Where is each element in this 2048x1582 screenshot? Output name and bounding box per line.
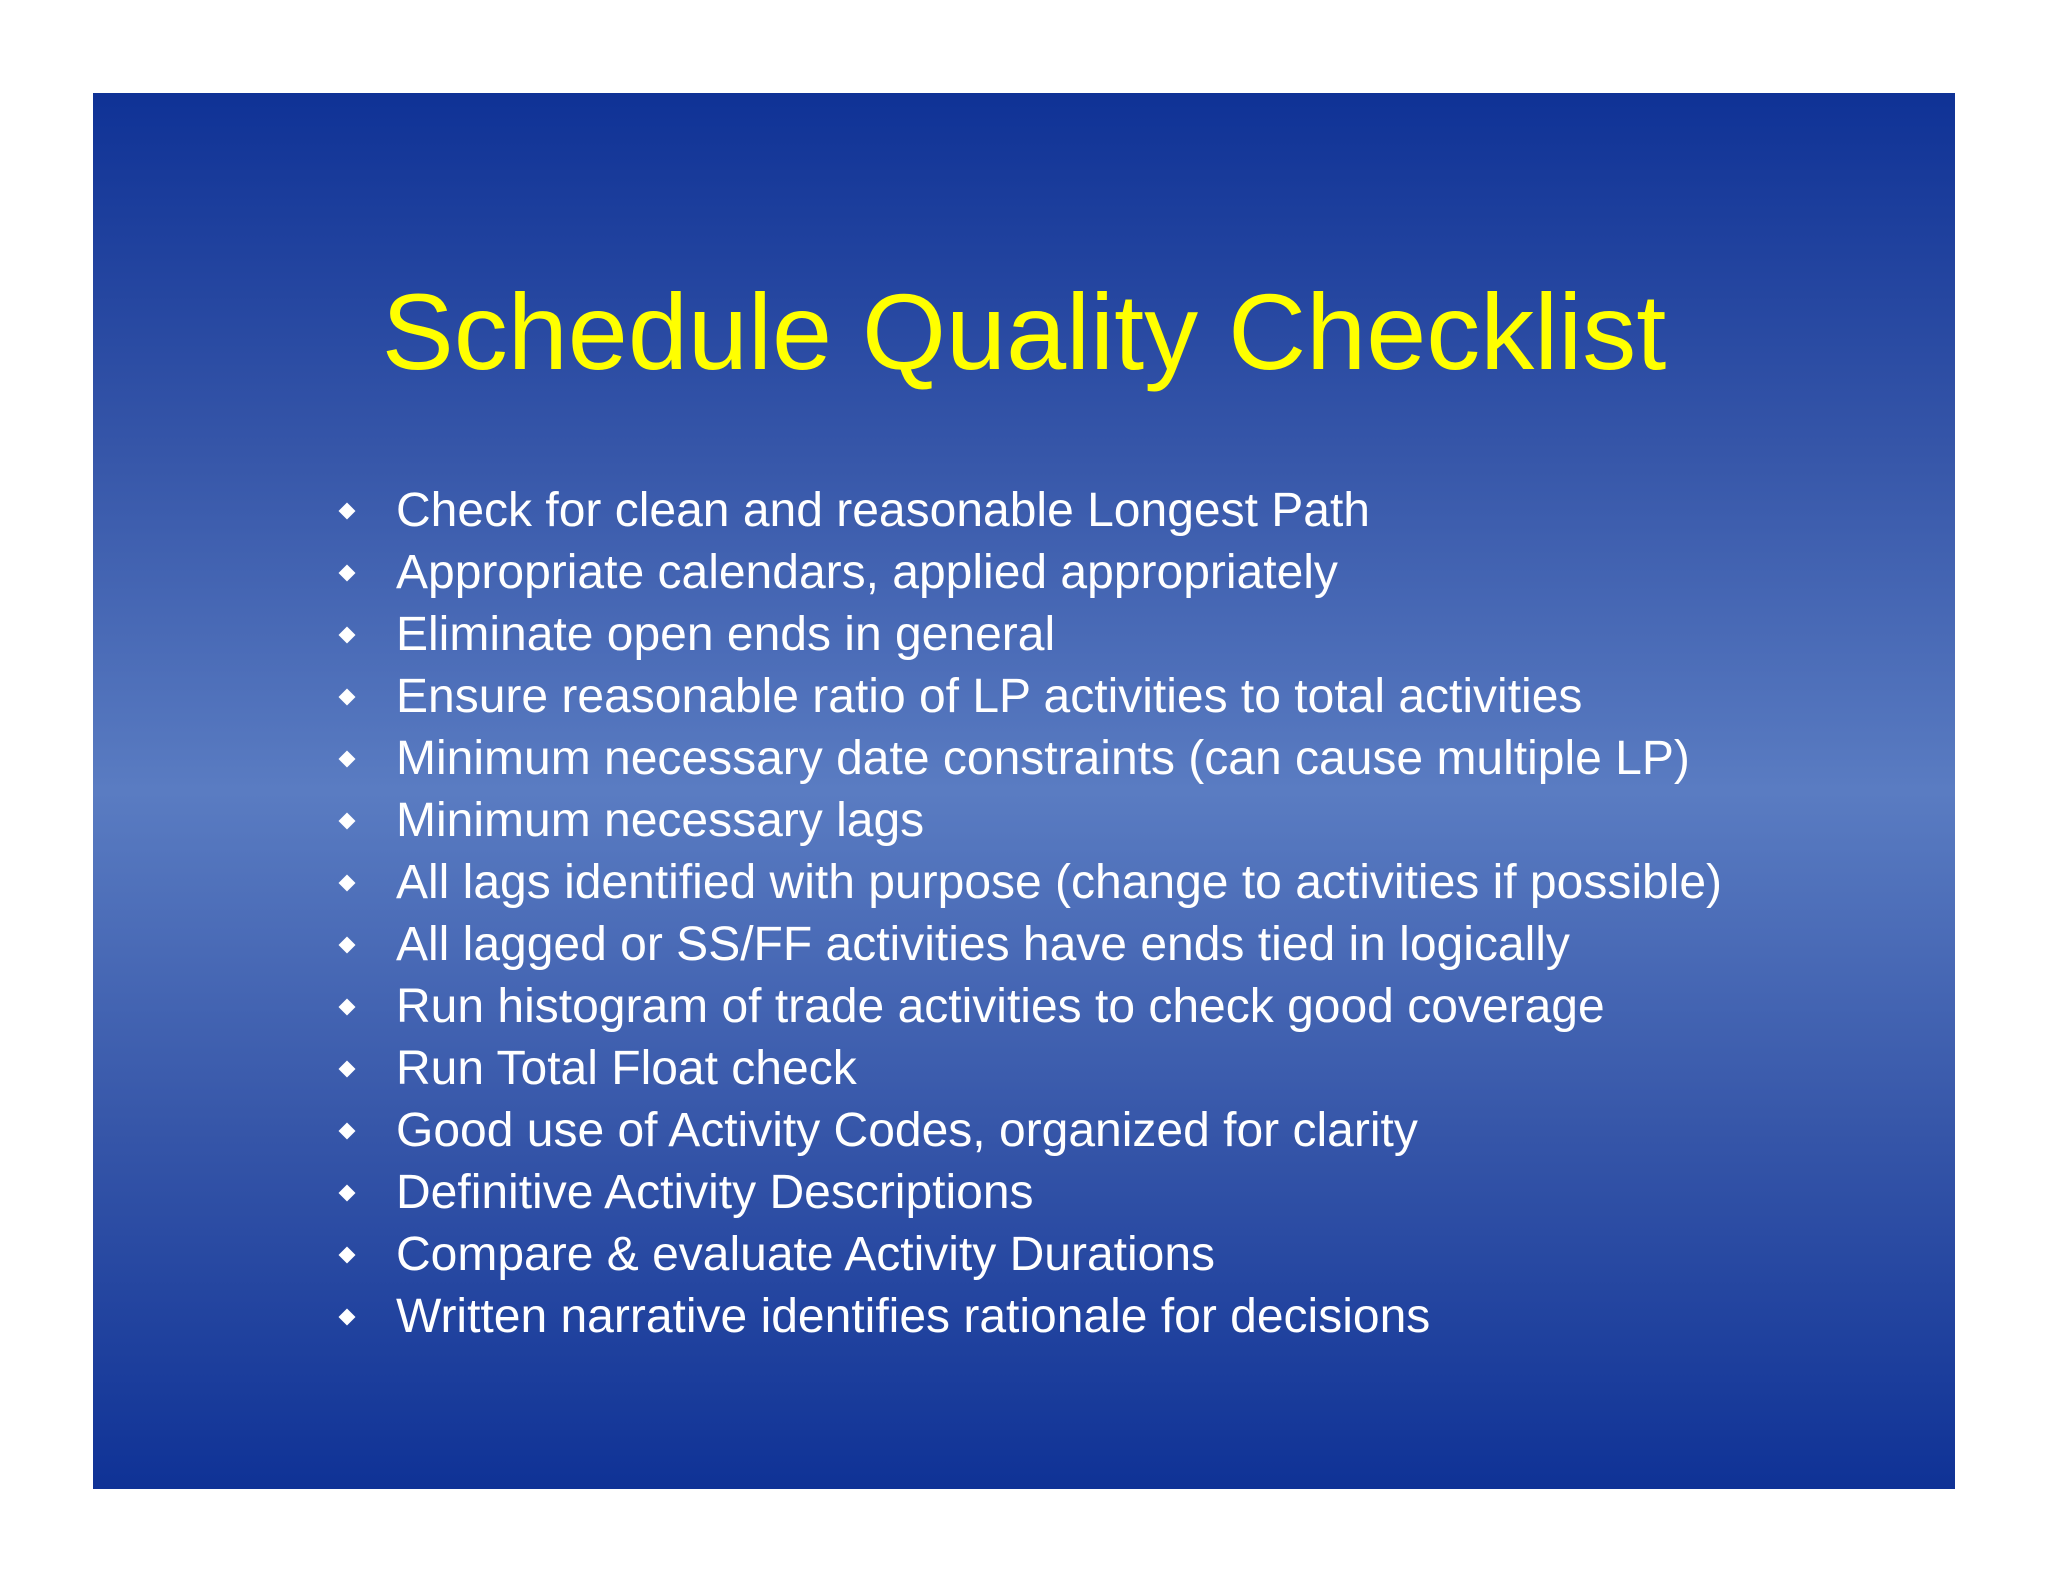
checklist-item (338, 484, 1898, 537)
checklist-item-text: Ensure reasonable ratio of LP activities to total activities (396, 670, 1583, 723)
diamond-bullet-icon (339, 1061, 356, 1078)
diamond-bullet-icon (339, 813, 356, 830)
diamond-bullet-icon (339, 937, 356, 954)
checklist-item-text: Run histogram of trade activities to check good coverage (396, 980, 1605, 1033)
checklist-item (338, 1290, 1898, 1343)
checklist-item (338, 856, 1898, 909)
checklist-item-text: Minimum necessary date constraints (can cause multiple LP) (396, 732, 1690, 785)
slide-title: Schedule Quality Checklist (381, 271, 1667, 392)
checklist-item-text: Eliminate open ends in general (396, 608, 1056, 661)
diamond-bullet-icon (339, 503, 356, 520)
checklist-item-text: Appropriate calendars, applied appropriately (396, 546, 1338, 599)
diamond-bullet-icon (339, 1123, 356, 1140)
checklist-item-text: Run Total Float check (396, 1042, 857, 1095)
diamond-bullet-icon (339, 875, 356, 892)
checklist-item (338, 670, 1898, 723)
diamond-bullet-icon (339, 565, 356, 582)
checklist-item (338, 1166, 1898, 1219)
diamond-bullet-icon (339, 689, 356, 706)
checklist-item (338, 1042, 1898, 1095)
diamond-bullet-icon (339, 1309, 356, 1326)
checklist-item-text: Written narrative identifies rationale for decisions (396, 1290, 1431, 1343)
checklist-item (338, 732, 1898, 785)
checklist (338, 484, 1898, 1355)
checklist-item-text: All lags identified with purpose (change to activities if possible) (396, 856, 1723, 909)
checklist-item-text: Definitive Activity Descriptions (396, 1166, 1034, 1219)
diamond-bullet-icon (339, 751, 356, 768)
diamond-bullet-icon (339, 1185, 356, 1202)
diamond-bullet-icon (339, 627, 356, 644)
checklist-item (338, 546, 1898, 599)
checklist-item (338, 1228, 1898, 1281)
slide (93, 93, 1955, 1489)
checklist-item (338, 608, 1898, 661)
checklist-item (338, 1104, 1898, 1157)
checklist-item (338, 980, 1898, 1033)
checklist-item-text: Minimum necessary lags (396, 794, 925, 847)
checklist-item-text: All lagged or SS/FF activities have ends tied in logically (396, 918, 1570, 971)
checklist-item-text: Check for clean and reasonable Longest Path (396, 484, 1370, 537)
checklist-item (338, 918, 1898, 971)
checklist-item-text: Good use of Activity Codes, organized for clarity (396, 1104, 1418, 1157)
checklist-item-text: Compare & evaluate Activity Durations (396, 1228, 1216, 1281)
checklist-item (338, 794, 1898, 847)
diamond-bullet-icon (339, 1247, 356, 1264)
diamond-bullet-icon (339, 999, 356, 1016)
